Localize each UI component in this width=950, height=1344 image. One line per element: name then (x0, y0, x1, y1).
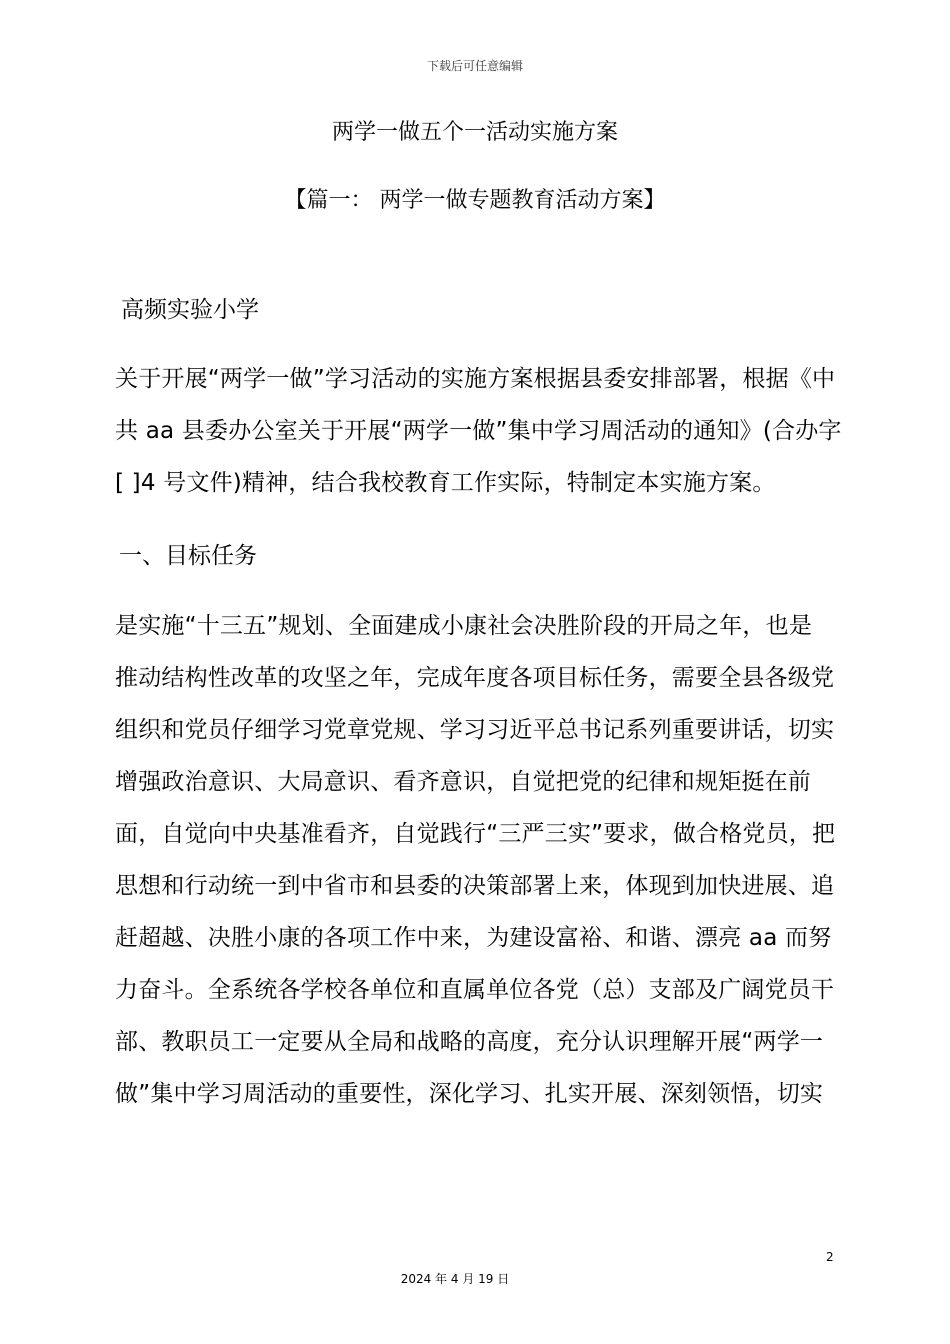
paragraph-goals (115, 600, 835, 1120)
footer-date: 2024 年 4 月 19 日 (400, 1272, 510, 1286)
document-title: 两学一做五个一活动实施方案 (331, 120, 618, 145)
paragraph-line: 增强政治意识、大局意识、看齐意识，自觉把党的纪律和规矩挺在前 (115, 769, 811, 795)
paragraph-line: 推动结构性改革的攻坚之年，完成年度各项目标任务，需要全县各级党 (115, 665, 835, 691)
paragraph-line: 力奋斗。全系统各学校各单位和直属单位各党（总）支部及广阔党员干 (115, 977, 835, 1003)
paragraph-line: 是实施“十三五”规划、全面建成小康社会决胜阶段的开局之年，也是 (115, 613, 813, 639)
paragraph-line: 做”集中学习周活动的重要性，深化学习、扎实开展、深刻领悟，切实 (115, 1081, 824, 1107)
page-number: 2 (826, 1250, 834, 1264)
document-subtitle: 【篇一： 两学一做专题教育活动方案】 (284, 188, 666, 213)
school-name: 高频实验小学 (121, 297, 259, 323)
paragraph-line: [ ]4 号文件)精神，结合我校教育工作实际，特制定本实施方案。 (115, 470, 776, 496)
paragraph-line: 思想和行动统一到中省市和县委的决策部署上来，体现到加快进展、追 (115, 873, 835, 899)
paragraph-line: 共 aa 县委办公室关于开展“两学一做”集中学习周活动的通知》(合办字 (115, 418, 842, 444)
header-note: 下载后可任意编辑 (426, 59, 523, 73)
paragraph-intro (115, 353, 842, 509)
paragraph-line: 部、教职员工一定要从全局和战略的高度，充分认识理解开展“两学一 (115, 1029, 824, 1055)
paragraph-line: 关于开展“两学一做”学习活动的实施方案根据县委安排部署，根据《中 (115, 366, 836, 392)
paragraph-line: 面，自觉向中央基准看齐，自觉践行“三严三实”要求，做合格党员，把 (115, 821, 836, 847)
paragraph-line: 赶超越、决胜小康的各项工作中来，为建设富裕、和谐、漂亮 aa 而努 (115, 925, 832, 951)
paragraph-line: 组织和党员仔细学习党章党规、学习习近平总书记系列重要讲话，切实 (115, 717, 835, 743)
section-heading-goals: 一、目标任务 (119, 543, 257, 569)
